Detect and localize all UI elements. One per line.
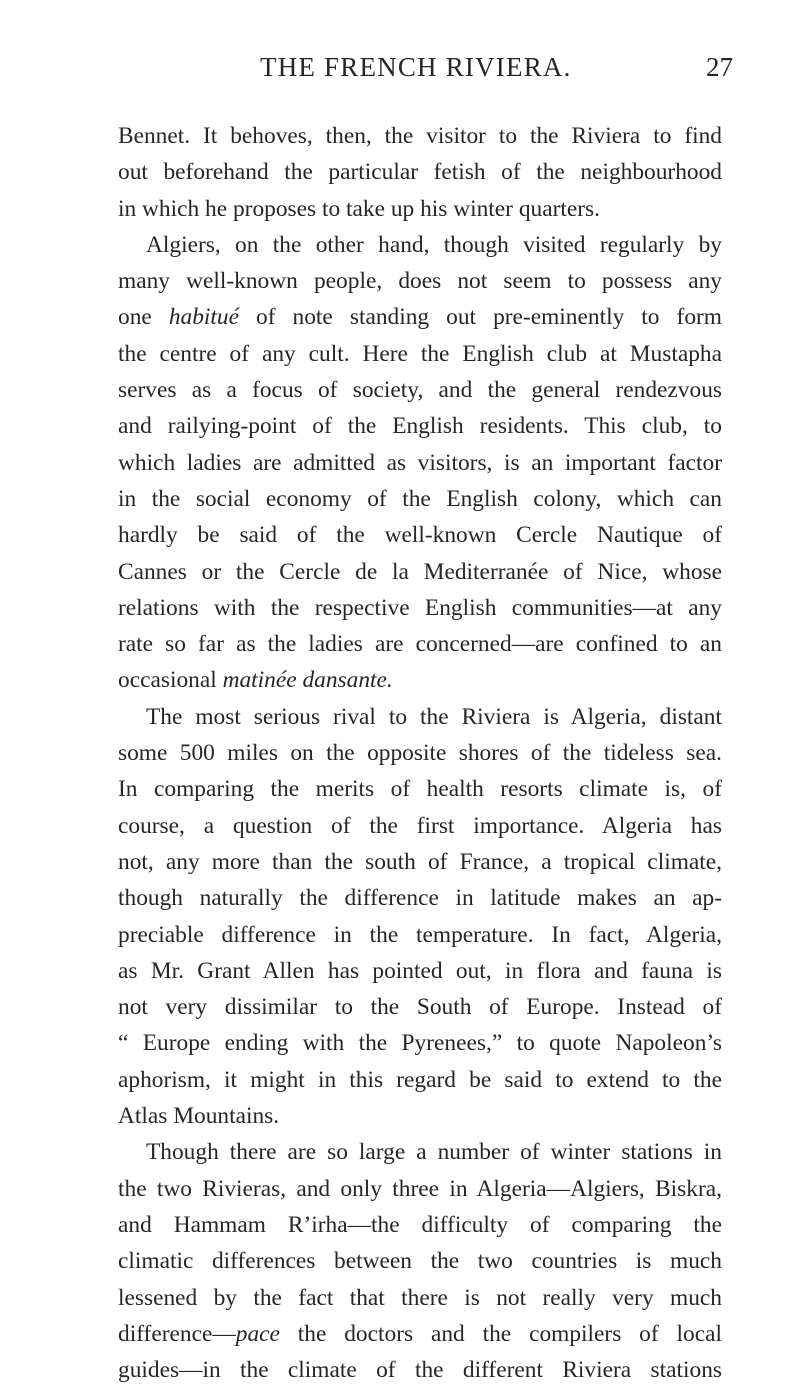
text-line: Algiers, on the other hand, though visited regularly by [146,231,722,258]
text-line: Cannes or the Cercle de la Mediterranée of Nice, whose [118,558,722,585]
text-line: one habitué of note standing out pre-eminently to form [118,304,722,331]
text-line: course, a question of the first importance. Algeria has [118,812,722,839]
italic-phrase: matinée dansante. [222,667,393,694]
text-line: Atlas Mountains. [118,1103,280,1130]
text-line: serves as a focus of society, and the general rendezvous [118,377,722,404]
text-line: the two Rivieras, and only three in Algeria—Algiers, Biskra, [118,1175,722,1202]
text-line: lessened by the fact that there is not really very much [118,1284,722,1311]
text-line: relations with the respective English communities—at any [118,594,722,621]
text-line: and railying-point of the English residents. This club, to [118,413,722,440]
page-number: 27 [706,52,733,82]
text-line: many well-known people, does not seem to possess any [118,268,722,295]
text-line: out beforehand the particular fetish of the neighbourhood [118,159,722,186]
text-line: rate so far as the ladies are concerned—are confined to an [118,631,722,658]
text-line: not, any more than the south of France, a tropical climate, [118,848,722,875]
body-text [118,118,722,1388]
text-line: guides—in the climate of the different Riviera stations [118,1357,722,1384]
text-line: which ladies are admitted as visitors, is an important factor [118,449,722,476]
text-line: and Hammam R’irha—the difficulty of comparing the [118,1211,722,1238]
text-line: occasional matinée dansante. [118,667,393,694]
text-line: In comparing the merits of health resorts climate is, of [118,776,722,803]
text-line: The most serious rival to the Riviera is Algeria, distant [146,703,722,730]
italic-word: habitué [168,304,239,331]
text-line: not very dissimilar to the South of Europe. Instead of [118,994,722,1021]
running-title: THE FRENCH RIVIERA. [260,52,572,82]
text-line: in which he proposes to take up his winter quarters. [118,195,600,222]
text-line: Though there are so large a number of winter stations in [146,1139,722,1166]
text-line: the centre of any cult. Here the English club at Mustapha [118,340,722,367]
text-line: climatic differences between the two countries is much [118,1248,722,1275]
text-line: hardly be said of the well-known Cercle Nautique of [118,522,722,549]
text-line: difference—pace the doctors and the compilers of local [118,1320,722,1347]
text-line: Bennet. It behoves, then, the visitor to the Riviera to find [118,123,722,149]
running-head [0,52,800,92]
text-line: in the social economy of the English colony, which can [118,485,722,512]
text-line: aphorism, it might in this regard be said to extend to the [118,1066,722,1093]
text-line: as Mr. Grant Allen has pointed out, in flora and fauna is [118,957,722,984]
text-line: though naturally the difference in latitude makes an ap- [118,885,722,912]
text-line: preciable difference in the temperature. In fact, Algeria, [118,921,722,948]
italic-word: pace [235,1320,280,1347]
text-line: some 500 miles on the opposite shores of the tideless sea. [118,740,722,767]
text-line: “ Europe ending with the Pyrenees,” to quote Napoleon’s [118,1030,722,1057]
